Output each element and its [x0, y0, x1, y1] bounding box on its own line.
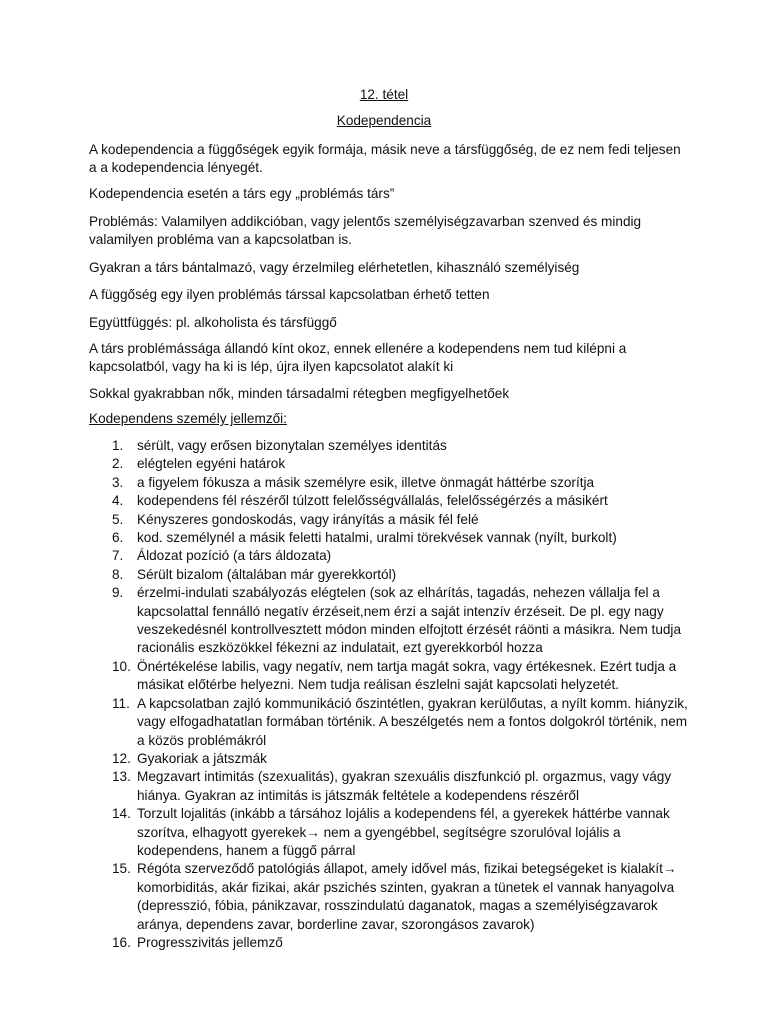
paragraph-definition: A kodependencia a függőségek egyik formája, másik neve a társfüggőség, de ez nem fedi teljesen a a kodependencia lényegét. [89, 142, 681, 176]
list-item-number: 5. [112, 511, 124, 527]
list-item [89, 658, 689, 695]
list-item-number: 2. [112, 456, 124, 472]
paragraph-codependency-example: Együttfüggés: pl. alkoholista és társfüggő [89, 315, 337, 330]
list-item-text: Progresszivitás jellemző [137, 934, 283, 950]
list-item-text: Önértékelése labilis, vagy negatív, nem tartja magát sokra, vagy értékesnek. Ezért tudja a másikat előtérbe helyezni. Nem tudja reálisan észlelni saját kapcsolati helyzetét. [137, 658, 677, 693]
list-item-number: 15. [112, 861, 131, 877]
list-item-number: 4. [112, 493, 124, 509]
paragraph-problematic-partner: Kodependencia esetén a társ egy „problémás társ” [89, 186, 395, 201]
list-item-text: kodependens fél részéről túlzott felelősségvállalás, felelősségérzés a másikért [137, 493, 608, 509]
list-item [89, 695, 689, 750]
document-subtitle: Kodependencia [336, 113, 432, 128]
section-heading: Kodependens személy jellemzői: [89, 411, 287, 426]
list-item [89, 768, 689, 805]
list-item [89, 437, 689, 455]
list-item-number: 14. [112, 806, 131, 822]
list-item-text: Torzult lojalitás (inkább a társához lojális a kodependens fél, a gyerekek háttérbe vannak szorítva, elhagyott gyerekek→ nem a gyengébbel, segítségre szorulóval lojális a kodependens, hanem a függő párral [137, 806, 670, 858]
list-item [89, 805, 689, 860]
list-item [89, 566, 689, 584]
list-item [89, 474, 689, 492]
list-item-number: 7. [112, 548, 124, 564]
list-item-text: Sérült bizalom (általában már gyerekkortól) [137, 566, 397, 582]
list-item [89, 511, 689, 529]
paragraph-problematic-definition: Problémás: Valamilyen addikcióban, vagy jelentős személyiségzavarban szenved és mindig valamilyen probléma van a kapcsolatban is. [89, 214, 642, 248]
list-item-text: A kapcsolatban zajló kommunikáció őszintétlen, gyakran kerülőutas, a nyílt komm. hiányzik, vagy elfogadhatatlan formában történik. A beszélgetés nem a fontos dolgokról történik, nem a közös problémákról [137, 695, 688, 748]
list-item-number: 3. [112, 474, 124, 490]
document-title: 12. tétel [359, 87, 409, 102]
list-item-text: Gyakoriak a játszmák [137, 750, 267, 766]
list-item [89, 750, 689, 768]
list-item [89, 529, 689, 547]
list-item-text: Kényszeres gondoskodás, vagy irányítás a másik fél felé [137, 511, 479, 527]
list-item [89, 584, 689, 658]
list-item-text: a figyelem fókusza a másik személyre esik, illetve önmagát háttérbe szorítja [137, 474, 595, 490]
list-item [89, 934, 689, 952]
list-item-number: 11. [112, 695, 130, 711]
list-item [89, 492, 689, 510]
list-item-text: érzelmi-indulati szabályozás elégtelen (sok az elhárítás, tagadás, nehezen vállalja fel a kapcsolattal fennálló negatív érzéseit,nem érzi a saját intenzív érzéseit. De pl. egy nagy veszekedésnél kontrollvesztett módon minden elfojtott érzését ráönti a másikra. Nem tudja racionális eszközökkel fékezni az indulatait, ezt gyerekkorból hozza [137, 585, 682, 656]
list-item-text: Áldozat pozíció (a társ áldozata) [137, 548, 332, 564]
list-item-number: 13. [112, 769, 131, 785]
list-item-number: 10. [112, 658, 131, 674]
list-item-text: Régóta szerveződő patológiás állapot, amely idővel más, fizikai betegségeket is kialakít→ komorbiditás, akár fizikai, akár pszichés szinten, gyakran a tünetek el vannak hanyagolva (depresszió, fóbia, pánikzavar, rosszindulatú daganatok, magas a személyiségzavarok aránya, dependens zavar, borderline zavar, szorongásos zavarok) [137, 861, 677, 932]
list-item [89, 860, 689, 934]
list-item-number: 16. [112, 934, 131, 950]
list-item [89, 455, 689, 473]
paragraph-dependency: A függőség egy ilyen problémás társsal kapcsolatban érhető tetten [89, 287, 490, 302]
list-item [89, 547, 689, 565]
paragraph-frequency: Sokkal gyakrabban nők, minden társadalmi rétegben megfigyelhetőek [89, 386, 510, 401]
paragraph-cannot-leave: A társ problémássága állandó kínt okoz, ennek ellenére a kodependens nem tud kilépni a kapcsolatból, vagy ha ki is lép, újra ilyen kapcsolatot alakít ki [89, 341, 627, 375]
list-item-number: 9. [112, 585, 124, 601]
list-item-text: elégtelen egyéni határok [137, 456, 286, 472]
list-item-text: sérült, vagy erősen bizonytalan személyes identitás [137, 438, 447, 453]
list-item-text: kod. személynél a másik feletti hatalmi, uralmi törekvések vannak (nyílt, burkolt) [137, 530, 617, 546]
list-item-number: 6. [112, 530, 124, 546]
characteristics-list [89, 437, 689, 952]
paragraph-abusive-partner: Gyakran a társ bántalmazó, vagy érzelmileg elérhetetlen, kihasználó személyiség [89, 260, 580, 275]
list-item-number: 12. [112, 750, 131, 766]
list-item-number: 1. [112, 438, 124, 453]
list-item-number: 8. [112, 566, 124, 582]
list-item-text: Megzavart intimitás (szexualitás), gyakran szexuális diszfunkció pl. orgazmus, vagy vágy hiánya. Gyakran az intimitás is játszmák feltétele a kodependens részéről [137, 769, 672, 803]
